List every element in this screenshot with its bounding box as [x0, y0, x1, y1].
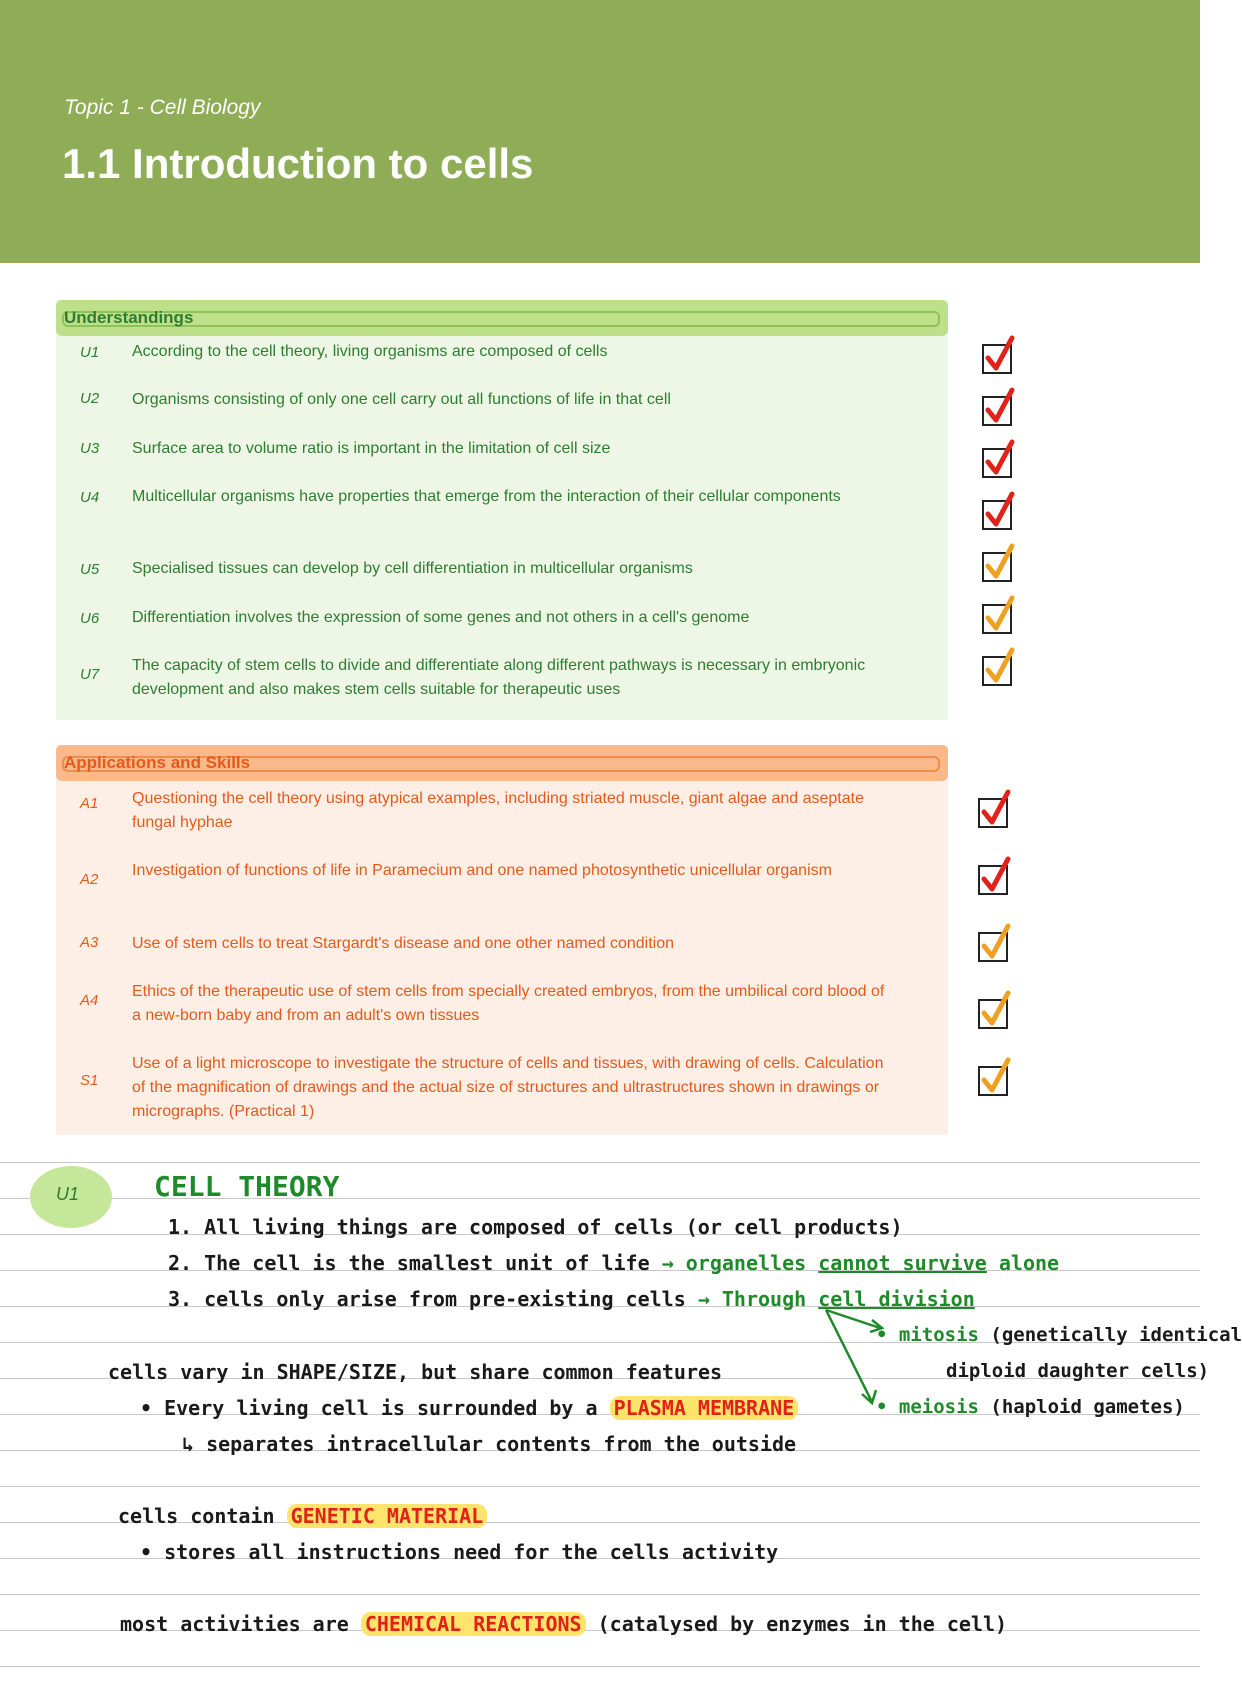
- item-code: U2: [80, 390, 100, 407]
- genetic-material-line: cells contain GENETIC MATERIAL: [118, 1504, 487, 1528]
- applications-heading: Applications and Skills: [64, 753, 251, 772]
- item-code: U5: [80, 561, 100, 578]
- item-text: Differentiation involves the expression of some genes and not others in a cell's genome: [132, 609, 750, 626]
- checkbox-u2[interactable]: [982, 396, 1012, 426]
- page-title: 1.1 Introduction to cells: [62, 140, 534, 187]
- item-code: S1: [80, 1072, 99, 1089]
- item-text: Investigation of functions of life in Paramecium and one named photosynthetic unicellular organism: [132, 862, 832, 879]
- checkbox-u7[interactable]: [982, 656, 1012, 686]
- checkbox-u4[interactable]: [982, 500, 1012, 530]
- cells-vary-line: cells vary in SHAPE/SIZE, but share common features: [108, 1360, 723, 1384]
- item-text: Surface area to volume ratio is important in the limitation of cell size: [132, 440, 611, 457]
- ruled-line: [0, 1486, 1200, 1487]
- applications-header: [56, 745, 948, 781]
- ruled-line: [0, 1162, 1200, 1163]
- checkbox-u3[interactable]: [982, 448, 1012, 478]
- topic-label: Topic 1 - Cell Biology: [64, 96, 261, 119]
- checkbox-u6[interactable]: [982, 604, 1012, 634]
- separates-line: ↳ separates intracellular contents from the outside: [182, 1432, 797, 1456]
- notes-heading: CELL THEORY: [154, 1170, 340, 1203]
- checkbox-u1[interactable]: [982, 344, 1012, 374]
- item-code: U6: [80, 610, 100, 627]
- theory-point-1: 1. All living things are composed of cells (or cell products): [168, 1215, 903, 1239]
- checkbox-a4[interactable]: [978, 999, 1008, 1029]
- item-code: U4: [80, 489, 100, 506]
- item-text: Organisms consisting of only one cell carry out all functions of life in that cell: [132, 391, 671, 408]
- understandings-header: [56, 300, 948, 336]
- item-text: According to the cell theory, living organisms are composed of cells: [132, 343, 608, 360]
- understandings-heading: Understandings: [64, 308, 194, 327]
- checkbox-s1[interactable]: [978, 1066, 1008, 1096]
- understandings-box: [56, 300, 948, 720]
- division-arrows: [820, 1306, 910, 1406]
- chemical-reactions-line: most activities are CHEMICAL REACTIONS (catalysed by enzymes in the cell): [120, 1612, 1008, 1636]
- ruled-line: [0, 1594, 1200, 1595]
- theory-point-2: 2. The cell is the smallest unit of life → organelles cannot survive alone: [168, 1251, 1060, 1275]
- item-text: Questioning the cell theory using atypical examples, including striated muscle, giant algae and aseptate fungal hyphae: [132, 790, 864, 831]
- checkbox-a2[interactable]: [978, 865, 1008, 895]
- item-code: U3: [80, 440, 100, 457]
- checkbox-u5[interactable]: [982, 552, 1012, 582]
- item-text: Specialised tissues can develop by cell differentiation in multicellular organisms: [132, 560, 693, 577]
- checkbox-a3[interactable]: [978, 932, 1008, 962]
- item-text: Multicellular organisms have properties that emerge from the interaction of their cellular components: [132, 488, 841, 505]
- item-text: Ethics of the therapeutic use of stem cells from specially created embryos, from the umbilical cord blood of a new-born baby and from an adult's own tissues: [132, 983, 885, 1024]
- ruled-line: [0, 1666, 1200, 1667]
- checkbox-a1[interactable]: [978, 798, 1008, 828]
- item-code: A4: [80, 992, 99, 1009]
- mitosis-note: • mitosis (genetically identical: [876, 1324, 1242, 1346]
- item-code: U7: [80, 666, 100, 683]
- item-code: A2: [80, 871, 99, 888]
- mitosis-note-line2: diploid daughter cells): [946, 1360, 1210, 1382]
- plasma-membrane-line: • Every living cell is surrounded by a PLASMA MEMBRANE: [140, 1396, 798, 1420]
- item-text: Use of a light microscope to investigate the structure of cells and tissues, with drawing of cells. Calculation of the magnification of drawings and the actual size of structures and ultrastructures shown in drawings or micrographs. (Practical 1): [132, 1055, 884, 1120]
- item-code: A3: [80, 934, 99, 951]
- theory-point-3: 3. cells only arise from pre-existing cells → Through cell division: [168, 1287, 975, 1311]
- meiosis-note: • meiosis (haploid gametes): [876, 1396, 1185, 1418]
- item-text: Use of stem cells to treat Stargardt's disease and one other named condition: [132, 935, 675, 952]
- item-code: U1: [80, 344, 100, 361]
- item-code: A1: [80, 795, 99, 812]
- stores-line: • stores all instructions need for the cells activity: [140, 1540, 779, 1564]
- item-text: The capacity of stem cells to divide and differentiate along different pathways is necessary in embryonic development and also makes stem cells suitable for therapeutic uses: [132, 657, 866, 698]
- applications-box: [56, 745, 948, 1135]
- u1-badge: U1: [30, 1166, 112, 1228]
- header-banner: [0, 0, 1200, 263]
